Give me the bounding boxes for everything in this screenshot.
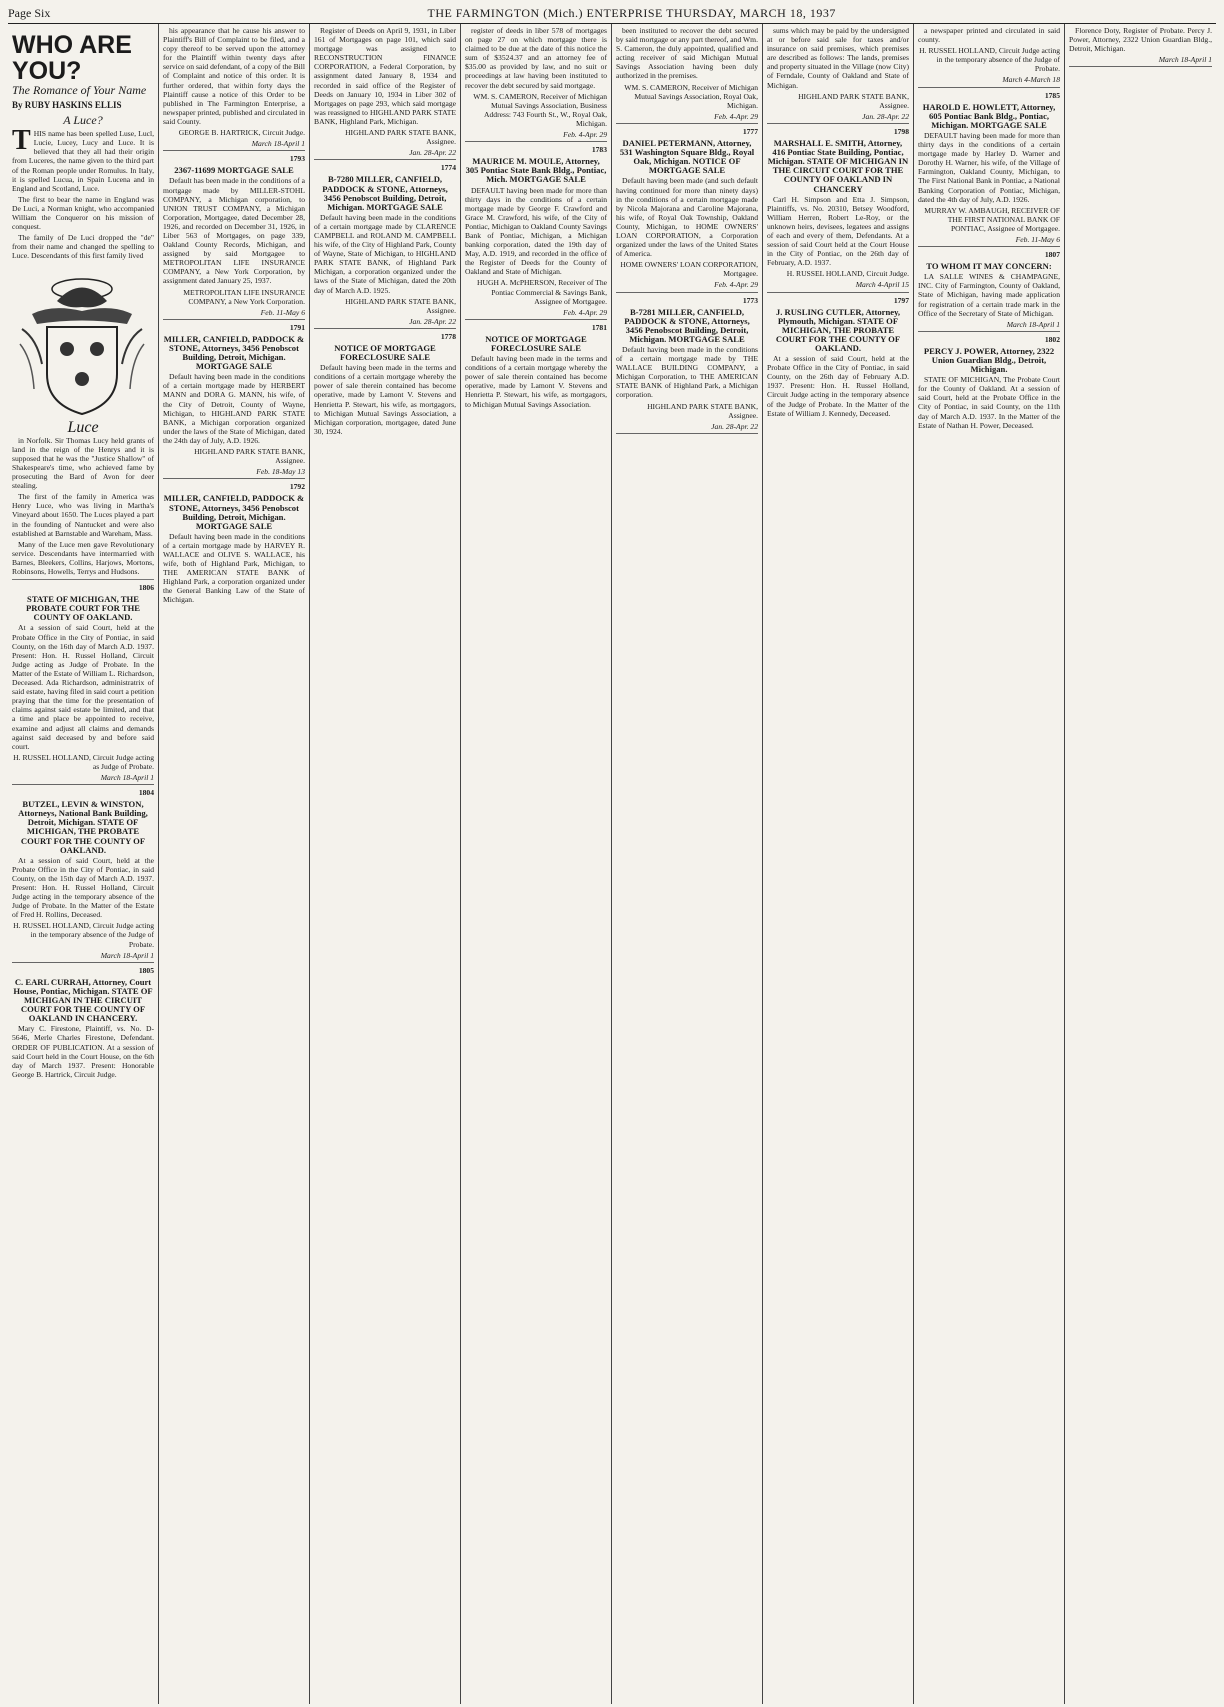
notice-heading: B-7280 MILLER, CANFIELD, PADDOCK & STONE, Attorneys, 3456 Penobscot Building, Detroit, Michigan. MORTGAGE SALE [322,174,448,212]
notice-signature: HIGHLAND PARK STATE BANK, Assignee. [798,91,909,110]
notice-body: STATE OF MICHIGAN, The Probate Court for the County of Oakland. At a session of said Court, held at the Probate Office in the City of Pontiac, in said County, on the 11th day of March A.D. 1937. In the Matter of the Estate of Nathan H. Power, Deceased. [918,375,1060,430]
notice-body: Mary C. Firestone, Plaintiff, vs. No. D-5646, Merle Charles Firestone, Defendant. ORDER OF PUBLICATION. At a session of said Court held in the Court House, on the 6th day of March 1937. Present: Honorable George B. Hartrick, Circuit Judge. [12,1024,154,1079]
notice-body: At a session of said Court, held at the Probate Office in the City of Pontiac, in said County, on the 15th day of March A.D. 1937. Present: Hon. H. Russel Holland, Circuit Judge acting in the temporary absence of the Judge of Probate. In the Matter of the Estate of Fred H. Rollins, Deceased. [12,855,154,920]
notice-heading: J. RUSLING CUTLER, Attorney, Plymouth, Michigan. STATE OF MICHIGAN, THE PROBATE COURT FOR THE COUNTY OF OAKLAND. [775,306,901,353]
legal-notice [314,332,456,436]
notice-signature: HOME OWNERS' LOAN CORPORATION, Mortgagee. [620,260,758,279]
notice-number: 1805 [138,965,154,975]
notice-signature: HIGHLAND PARK STATE BANK, Assignee. [194,447,305,466]
notice-body: Default having been made in the conditions of a certain mortgage made by HARVEY R. WALLACE and OLIVE S. WALLACE, his wife, both of Highland Park, Michigan, to THE AMERICAN STATE BANK of Highland Park, a corporation organized under the General Banking Law of the State of Michigan. [163,531,305,605]
legal-notice [12,583,154,785]
notice-number: 1793 [289,154,305,164]
page-header [8,6,1216,24]
feature-title: WHO ARE YOU? [12,31,132,85]
legal-notice [163,26,305,151]
notice-number: 1781 [591,322,607,332]
notice-body: At a session of said Court, held at the Probate Office in the City of Pontiac, in said County, on the 26th day of February A.D. 1937. Present: Hon. H. Russel Holland, Circuit Judge acting in the temporary absence of the Judge of Probate. In the Matter of the Estate of William J. Kennedy, Deceased. [767,354,909,418]
feature-para-1-text: HIS name has been spelled Luse, Lucl, Lucie, Lucey, Lucy and Luce. It is believed that they all had their origin from Luceres, the name given to the third part of the Roman people under Romulus. In Italy, it is spelled Lucua, in Spain Lucena and in England and Scotland, Luce. [12,129,154,193]
notice-heading: BUTZEL, LEVIN & WINSTON, Attorneys, National Bank Building, Detroit, Michigan. STATE OF MICHIGAN, THE PROBATE COURT FOR THE COUNTY OF OAKLAND. [18,799,148,855]
column-3 [310,24,461,1704]
legal-notices [12,583,154,1079]
notice-body: DEFAULT having been made for more than thirty days in the conditions of a certain mortgage made by Harley D. Warner and Dorothy H. Warner, his wife, of the Village of Farmington, Oakland County, Michigan, to The First National Bank in Pontiac, a National Banking Corporation of Pontiac, Michigan, dated the 4th day of July, A.D. 1926. [918,130,1060,204]
feature-para-2: The first to bear the name in England was De Luci, a Norman knight, who accompanied William the Conqueror on his mission of conquest. [12,194,154,232]
notice-body: DEFAULT having been made for more than thirty days in the conditions of a certain mortgage made by George F. Crawford and Grace M. Crawford, his wife, of the City of Pontiac, Michigan to Oakland County Savings Bank of Pontiac, Michigan, a Michigan banking corporation, dated the 19th day of May, A.D. 1919, and recorded in the office of the Register of Deeds for the County of Oakland and State of Michigan. [465,185,607,277]
legal-notice [163,482,305,604]
legal-notices [465,26,607,409]
feature-para-3: The family of De Luci dropped the "de" from their name and changed the spelling to Luce. Descendants of this first family lived [12,233,154,261]
legal-notice [918,250,1060,332]
notice-body: Default having been made in the conditions of a certain mortgage made by HERBERT MANN and DORA G. MANN, his wife, of the City of Detroit, County of Wayne, Michigan, to HIGHLAND PARK STATE BANK, a Michigan corporation organized under the laws of the State of Michigan, dated the 24th day of July, A.D. 1926. [163,372,305,445]
legal-notice [465,145,607,320]
legal-notice [918,335,1060,430]
crest-caption: Luce [67,418,99,436]
notice-number: 1792 [289,482,305,492]
legal-notice [616,296,758,434]
notice-heading: HAROLD E. HOWLETT, Attorney, 605 Pontiac Bank Bldg., Pontiac, Michigan. MORTGAGE SALE [922,101,1056,130]
feature-para-6: Many of the Luce men gave Revolutionary service. Descendants have intermarried with Barnes, Bleekers, Collins, Harjows, Mortons, Robinsons, Howells, Terrys and Hudsons. [12,539,154,576]
notice-dates: Feb. 11-May 6 [163,308,305,320]
column-6 [763,24,914,1704]
column-container [8,24,1216,1704]
notice-heading: MILLER, CANFIELD, PADDOCK & STONE, Attorneys, 3456 Penobscot Building, Detroit, Michigan. MORTGAGE SALE [163,493,305,531]
feature-para-4: in Norfolk. Sir Thomas Lucy held grants of land in the reign of the Henrys and it is supposed that he was the "Justice Shallow" of Shakespeare's time, who achieved fame by prosecuting the Bard of Avon for deer stealing. [12,435,154,491]
notice-number: 1806 [138,583,154,593]
notice-number: 1802 [1044,334,1060,344]
notice-signature: WM. S. CAMERON, Receiver of Michigan Mutual Savings Association, Royal Oak, Michigan. [624,82,758,110]
legal-notices [767,26,909,418]
notice-signature: H. RUSSEL HOLLAND, Circuit Judge acting in the temporary absence of the Judge of Probate. [919,46,1060,74]
notice-body: been instituted to recover the debt secured by said mortgage or any part thereof, and Wm. S. Cameron, the duly appointed, qualified and acting receiver of said Michigan Mutual Savings Association having been duly authorized in the premises. [616,26,758,81]
notice-number: 1807 [1044,250,1060,260]
legal-notice [163,323,305,480]
notice-number: 1778 [440,331,456,341]
notice-heading: 2367-11699 MORTGAGE SALE [174,165,294,176]
legal-notice [314,26,456,160]
legal-notices [918,26,1060,430]
notice-body: Default having been made in the conditions of a certain mortgage made by CLARENCE CAMPBELL and ROLAND M. CAMPBELL his wife, of the City of Highland Park, County of Wayne, State of Michigan, to HIGHLAND PARK STATE BANK, of Highland Park Michigan, a corporation organized under the laws of the State of Michigan, dated the 20th day of March A.D. 1925. [314,212,456,295]
legal-notice [767,296,909,418]
feature-subtitle: The Romance of Your Name [12,83,147,97]
notice-dates: Jan. 28-Apr. 22 [767,112,909,124]
notice-number: 1785 [1044,90,1060,100]
notice-dates: Feb. 4-Apr. 29 [616,112,758,124]
notice-signature: METROPOLITAN LIFE INSURANCE COMPANY, a New York Corporation. [183,287,305,306]
legal-notices [1069,26,1212,67]
notice-body: his appearance that he cause his answer to Plaintiff's Bill of Complaint to be filed, and a copy thereof to be served upon the attorney for the Plaintiff within twenty days after service on said defendant, of a copy of the Bill of Complaint and notice of this order. It is further ordered, that within forty days the Plaintiff cause a notice of this Order to be published in The Farmington Enterprise, a newspaper printed, published and circulated in said County. [163,26,305,126]
legal-notice [465,26,607,142]
column-5 [612,24,763,1704]
notice-heading: DANIEL PETERMANN, Attorney, 531 Washington Square Bldg., Royal Oak, Michigan. NOTICE OF MORTGAGE SALE [619,138,755,176]
feature-para-1 [12,125,154,193]
legal-notice [465,323,607,409]
notice-heading: B-7281 MILLER, CANFIELD, PADDOCK & STONE, Attorneys, 3456 Penobscot Building, Detroit, Michigan. MORTGAGE SALE [624,306,750,344]
notice-signature: HUGH A. McPHERSON, Receiver of The Pontiac Commercial & Savings Bank, Assignee of Mortgagee. [477,278,607,306]
notice-body: LA SALLE WINES & CHAMPAGNE, INC. City of Farmington, County of Oakland, State of Michigan, having made application for registration of a certain trade mark in the Office of the Secretary of State of Michigan. [918,272,1060,318]
notice-signature: H. RUSSEL HOLLAND, Circuit Judge acting as Judge of Probate. [13,752,154,771]
paper-title: THE FARMINGTON (Mich.) ENTERPRISE THURSDAY, MARCH 18, 1937 [427,6,836,20]
legal-notices [163,26,305,605]
notice-dates: March 4-March 18 [918,75,1060,87]
notice-signature: GEORGE B. HARTRICK, Circuit Judge. [178,128,305,138]
notice-signature: MURRAY W. AMBAUGH, RECEIVER OF THE FIRST NATIONAL BANK OF PONTIAC, Assignee of Mortgagee. [924,205,1060,233]
notice-heading: NOTICE OF MORTGAGE FORECLOSURE SALE [334,343,436,363]
feature-byline: By RUBY HASKINS ELLIS [12,100,122,110]
drop-cap: T [12,125,31,157]
notice-body: Florence Doty, Register of Probate. Percy J. Power, Attorney, 2322 Union Guardian Bldg., Detroit, Michigan. [1069,26,1212,54]
notice-heading: MAURICE M. MOULE, Attorney, 305 Pontiac State Bank Bldg., Pontiac, Mich. MORTGAGE SALE [465,156,607,185]
notice-heading: TO WHOM IT MAY CONCERN: [926,261,1052,272]
notice-body: At a session of said Court, held at the Probate Office in the City of Pontiac, in said County, on the 16th day of March A.D. 1937. Present: Hon. H. Russel Holland, Circuit Judge acting as Judge of Probate. In the Matter of the Estate of William L. Richardson, Deceased. Ada Richardson, administratrix of said estate, having filed in said court a petition praying that the time for the presentation of claims against said estate be limited, and that a time and place be appointed to receive, examine and adjust all claims and demands against said deceased by and before said court. [12,623,154,751]
notice-heading: PERCY J. POWER, Attorney, 2322 Union Guardian Bldg., Detroit, Michigan. [923,345,1055,375]
notice-body: Default having been made (and such default having continued for more than ninety days) in the conditions of a certain mortgage made by Nicola Majorana and Caroline Majorana, his wife, of Royal Oak Township, Oakland County, Michigan, to HOME OWNERS' LOAN CORPORATION, a Corporation organized under the laws of the United States of America. [616,176,758,259]
legal-notice [12,966,154,1079]
notice-heading: STATE OF MICHIGAN, THE PROBATE COURT FOR THE COUNTY OF OAKLAND. [25,594,141,623]
notice-signature: HIGHLAND PARK STATE BANK, Assignee. [345,296,456,315]
column-4 [461,24,612,1704]
notice-number: 1777 [742,126,758,136]
notice-number: 1783 [591,145,607,155]
column-2 [159,24,310,1704]
legal-notice [767,127,909,293]
notice-dates: March 18-April 1 [12,951,154,963]
notice-body: Default has been made in the conditions of a mortgage made by MILLER-STOHL COMPANY, a Michigan corporation, to UNION TRUST COMPANY, a Michigan Corporation, Mortgagee, dated December 28, 1926, and recorded on December 31, 1926, in Liber 563 of Mortgages, on page 339, Oakland County Records, Michigan, and assigned by said Mortgagee to METROPOLITAN LIFE INSURANCE COMPANY, a New York Corporation, by assignment dated January 25, 1937. [163,176,305,286]
notice-number: 1773 [742,295,758,305]
notice-signature: H. RUSSEL HOLLAND, Circuit Judge. [786,269,909,279]
notice-signature: HIGHLAND PARK STATE BANK, Assignee. [647,401,758,420]
notice-heading: C. EARL CURRAH, Attorney, Court House, Pontiac, Michigan. STATE OF MICHIGAN IN THE CIRCUIT COURT FOR THE COUNTY OF OAKLAND IN CHANCERY. [13,976,153,1024]
notice-heading: MARSHALL E. SMITH, Attorney, 416 Pontiac State Building, Pontiac, Michigan. STATE OF MICHIGAN IN THE CIRCUIT COURT FOR THE COUNTY OF OAKLAND IN CHANCERY [767,138,909,194]
notice-body: Default having been made in the conditions of a certain mortgage made by THE WALLACE BUILDING COMPANY, a Michigan Corporation, to THE AMERICAN STATE BANK of Highland Park, a Michigan corporation. [616,345,758,400]
notice-dates: March 18-April 1 [1069,55,1212,67]
notice-number: 1791 [289,322,305,332]
notice-signature: H. RUSSEL HOLLAND, Circuit Judge acting in the temporary absence of the Judge of Probate. [13,921,154,949]
legal-notice [314,163,456,329]
notice-number: 1804 [138,788,154,798]
legal-notice [1069,26,1212,67]
notice-dates: Jan. 28-Apr. 22 [616,422,758,434]
column-8 [1065,24,1216,1704]
notice-number: 1798 [893,126,909,136]
notice-dates: Feb. 4-Apr. 29 [616,280,758,292]
feature-para-5: The first of the family in America was Henry Luce, who was living in Martha's Vineyard about 1650. The Luces played a part in the founding of Nantucket and were also established at Barnstable and Wareham, Mass. [12,492,154,538]
notice-body: sums which may be paid by the undersigned at or before said sale for taxes and/or insurance on said premises, which premises are described as follows: The lands, premises and property situated in the Village (now City) of Ferndale, County of Oakland and State of Michigan. [767,26,909,90]
legal-notice [918,26,1060,88]
legal-notice [918,91,1060,248]
legal-notices [616,26,758,434]
notice-dates: March 18-April 1 [12,773,154,785]
column-1 [8,24,159,1704]
notice-number: 1797 [893,295,909,305]
notice-body: Register of Deeds on April 9, 1931, in Liber 161 of Mortgages on page 101, which said mortgage was assigned to RECONSTRUCTION FINANCE CORPORATION, a Federal Corporation, by assignment dated January 8, 1934 and recorded in said office of the Register of Deeds on January 10, 1934 in Liber 302 of Mortgages on page 293, which said mortgage was reassigned to HIGHLAND PARK STATE BANK, Highland Park, Michigan. [314,26,456,126]
notice-dates: Jan. 28-Apr. 22 [314,317,456,329]
notice-dates: Feb. 4-Apr. 29 [465,130,607,142]
notice-body: a newspaper printed and circulated in said county. [918,26,1060,45]
coat-of-arms-icon [12,269,152,419]
notice-signature: HIGHLAND PARK STATE BANK, Assignee. [345,128,456,147]
notice-heading: MILLER, CANFIELD, PADDOCK & STONE, Attorneys, 3456 Penobscot Building, Detroit, Michigan. MORTGAGE SALE [163,333,305,372]
legal-notice [163,154,305,320]
legal-notice [12,788,154,963]
page-label: Page Six [8,6,51,20]
notice-dates: Jan. 28-Apr. 22 [314,148,456,160]
notice-body: register of deeds in liber 578 of mortgages on page 27 on which mortgage there is claimed to be due at the date of this notice the sum of $3524.37 and an attorney fee of $35.00 as provided by law, and no suit or proceedings at law having been instituted to recover the debt secured by said mortgage. [465,26,607,90]
notice-body: Default having been made in the terms and conditions of a certain mortgage whereby the power of sale therein contained has become operative, made by Lamont V. Stevens and Henrietta P. Stewart, his wife, as mortgagors, to Michigan Mutual Savings Association. [465,354,607,409]
notice-dates: March 18-April 1 [918,320,1060,332]
feature-question: A Luce? [63,113,103,128]
divider [12,579,154,580]
legal-notice [616,127,758,293]
legal-notice [616,26,758,124]
notice-dates: Feb. 4-Apr. 29 [465,308,607,320]
notice-dates: March 4-April 15 [767,280,909,292]
column-7 [914,24,1065,1704]
header-spacer [1213,6,1216,21]
legal-notices [314,26,456,436]
notice-body: Carl H. Simpson and Etta J. Simpson, Plaintiffs, vs. No. 20310, Betsey Woodford, William Herren, Robert Le-Roy, or the unknown heirs, devisees, legatees and assigns of each and every of them, Defendants. At a session of said Court held at the Court House in the City of Pontiac, on the 26th day of February, A.D. 1937. [767,194,909,268]
notice-heading: NOTICE OF MORTGAGE FORECLOSURE SALE [485,333,587,353]
legal-notice [767,26,909,124]
notice-body: Default having been made in the terms and conditions of a certain mortgage whereby the power of sale therein contained has become operative, made by Lamont V. Stevens and Henrietta P. Stewart, his wife, as mortgagors, to Michigan Mutual Savings Association, a Michigan corporation, mortgagee, dated June 30, 1924. [314,363,456,436]
notice-signature: WM. S. CAMERON, Receiver of Michigan Mutual Savings Association, Business Address: 743 Fourth St., W., Royal Oak, Michigan. [473,91,607,128]
notice-dates: Feb. 18-May 13 [163,467,305,479]
notice-dates: March 18-April 1 [163,139,305,151]
notice-dates: Feb. 11-May 6 [918,235,1060,247]
notice-number: 1774 [440,163,456,173]
